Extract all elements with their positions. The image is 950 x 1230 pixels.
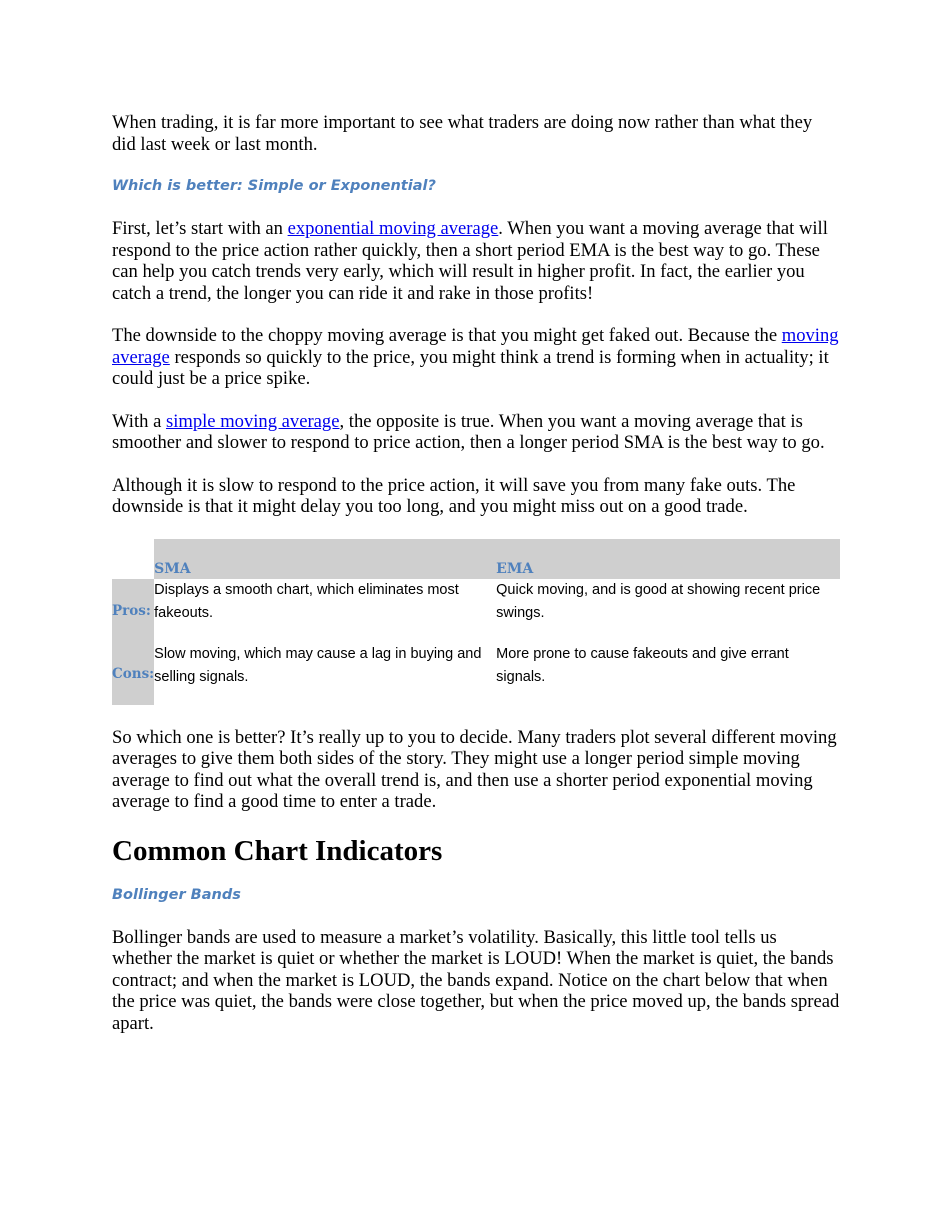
exponential-moving-average-link[interactable]: exponential moving average <box>287 218 499 239</box>
document-page <box>112 112 840 1055</box>
ema-text-after: . When you want a moving average that will respond to the price action rather quickly, then a short period EMA is the best way to go. These can help you catch trends very early, which will result in higher profit. In fact, the earlier you catch a trend, the longer you can ride it and rake in those profits! <box>112 218 828 304</box>
ema-text-before: First, let’s start with an <box>112 218 288 239</box>
bollinger-paragraph: Bollinger bands are used to measure a market’s volatility. Basically, this little tool tells us whether the market is quiet or whether the market is LOUD! When the market is quiet, the bands contract; and when the market is LOUD, the bands expand. Notice on the chart below that when the price was quiet, the bands were close together, but when the price moved up, the bands spread apart. <box>112 926 840 1034</box>
table-corner-cell <box>112 539 154 579</box>
row-header-cons: Cons: <box>112 643 154 705</box>
simple-moving-average-link[interactable]: simple moving average <box>165 410 340 432</box>
sma-text-after: , the opposite is true. When you want a moving average that is smoother and slower to respond to price action, then a longer period SMA is the best way to go. <box>112 410 825 453</box>
common-chart-indicators-heading: Common Chart Indicators <box>112 834 443 867</box>
conclusion-paragraph: So which one is better? It’s really up to you to decide. Many traders plot several different moving averages to give them both sides of the story. They might use a longer period simple moving average to find out what the overall trend is, and then use a shorter period exponential moving average to find a good time to enter a trade. <box>112 726 837 812</box>
sma-ema-comparison-table <box>112 539 840 705</box>
cons-sma-cell: Slow moving, which may cause a lag in buying and selling signals. <box>154 645 482 685</box>
table-header-row <box>112 539 840 579</box>
table-row-cons <box>112 643 840 705</box>
cons-ema-cell: More prone to cause fakeouts and give errant signals. <box>496 645 789 685</box>
column-header-sma: SMA <box>154 539 496 579</box>
column-header-ema: EMA <box>496 539 840 579</box>
sma-paragraph <box>112 411 840 454</box>
sma-text-before: With a <box>112 410 166 432</box>
slow-response-paragraph: Although it is slow to respond to the price action, it will save you from many fake outs. The downside is that it might delay you too long, and you might miss out on a good trade. <box>112 474 796 517</box>
pros-sma-cell: Displays a smooth chart, which eliminates most fakeouts. <box>154 581 459 621</box>
downside-text-after: responds so quickly to the price, you might think a trend is forming when in actuality; it could just be a price spike. <box>112 346 829 389</box>
downside-text-before: The downside to the choppy moving average is that you might get faked out. Because the <box>112 325 782 346</box>
table-row-pros <box>112 579 840 643</box>
moving-average-link[interactable]: moving average <box>112 325 839 368</box>
pros-ema-cell: Quick moving, and is good at showing recent price swings. <box>496 581 821 621</box>
row-header-pros: Pros: <box>112 579 154 643</box>
downside-paragraph <box>112 325 840 390</box>
intro-paragraph: When trading, it is far more important to see what traders are doing now rather than what they did last week or last month. <box>112 112 813 155</box>
ema-paragraph <box>112 218 840 304</box>
subheading-bollinger-bands: Bollinger Bands <box>112 886 241 903</box>
subheading-simple-or-exponential: Which is better: Simple or Exponential? <box>112 178 436 194</box>
